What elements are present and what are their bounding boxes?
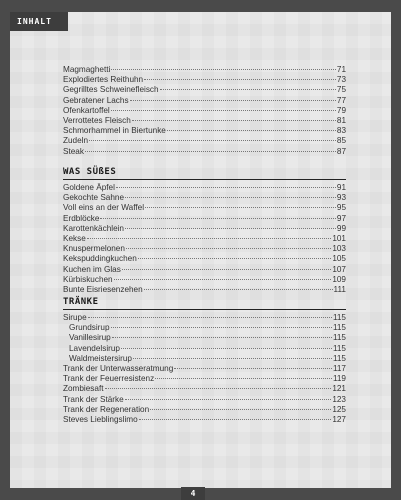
page-number-label: 4 <box>190 489 196 498</box>
toc-entry[interactable]: Gekochte Sahne 93 <box>63 193 346 203</box>
toc-entry[interactable]: Steves Lieblingslimo 127 <box>63 414 346 424</box>
toc-entry[interactable]: Kekspuddingkuchen 105 <box>63 254 346 264</box>
toc-entry[interactable]: Explodiertes Reithuhn 73 <box>63 75 346 85</box>
toc-entry[interactable]: Sirupe 115 <box>63 313 346 322</box>
toc-entry[interactable]: Erdblöcke 97 <box>63 213 346 223</box>
page-frame <box>10 12 391 488</box>
toc-entry[interactable]: Bunte Eisriesenzehen 111 <box>63 284 346 294</box>
toc-section-drinks <box>63 297 346 425</box>
toc-entry[interactable]: Trank der Feuerresistenz 119 <box>63 374 346 384</box>
toc-section-sweets <box>63 167 346 295</box>
toc-entry[interactable]: Karottenkächlein 99 <box>63 223 346 233</box>
toc-entry[interactable]: Goldene Äpfel 91 <box>63 183 346 192</box>
toc-entry[interactable]: Trank der Stärke 123 <box>63 394 346 404</box>
toc-entry[interactable]: Zudeln 85 <box>63 136 346 146</box>
toc-entry[interactable]: Knuspermelonen 103 <box>63 244 346 254</box>
toc-entry[interactable]: Trank der Unterwasseratmung 117 <box>63 363 346 373</box>
toc-entry[interactable]: Gebratener Lachs 77 <box>63 95 346 105</box>
toc-subentry[interactable]: Lavendelsirup 115 <box>69 343 346 353</box>
section-title-drinks: TRÄNKE <box>63 297 99 307</box>
toc-entry[interactable]: Trank der Regeneration 125 <box>63 404 346 414</box>
toc-entry[interactable]: Ofenkartoffel 79 <box>63 105 346 115</box>
toc-entry[interactable]: Kuchen im Glas 107 <box>63 264 346 274</box>
toc-continued <box>63 65 346 157</box>
toc-subentry[interactable]: Vanillesirup 115 <box>69 333 346 343</box>
header-tab <box>10 12 68 31</box>
section-divider <box>63 179 346 180</box>
toc-subentry[interactable]: Waldmeistersirup 115 <box>69 353 346 363</box>
toc-entry[interactable]: Magmaghetti 71 <box>63 65 346 74</box>
toc-entry[interactable]: Kürbiskuchen 109 <box>63 274 346 284</box>
toc-entry[interactable]: Voll eins an der Waffel 95 <box>63 203 346 213</box>
header-tab-label: INHALT <box>17 17 52 26</box>
page-number <box>181 487 205 500</box>
section-title-sweets: WAS SÜßES <box>63 167 117 177</box>
section-divider <box>63 309 346 310</box>
toc-entry[interactable]: Verrottetes Fleisch 81 <box>63 115 346 125</box>
toc-entry[interactable]: Steak 87 <box>63 146 346 156</box>
toc-entry[interactable]: Gegrilltes Schweinefleisch 75 <box>63 85 346 95</box>
toc-subentry[interactable]: Grundsirup 115 <box>69 323 346 333</box>
toc-entry[interactable]: Schmorhammel in Biertunke 83 <box>63 126 346 136</box>
toc-entry[interactable]: Zombiesaft 121 <box>63 384 346 394</box>
toc-entry[interactable]: Kekse 101 <box>63 233 346 243</box>
